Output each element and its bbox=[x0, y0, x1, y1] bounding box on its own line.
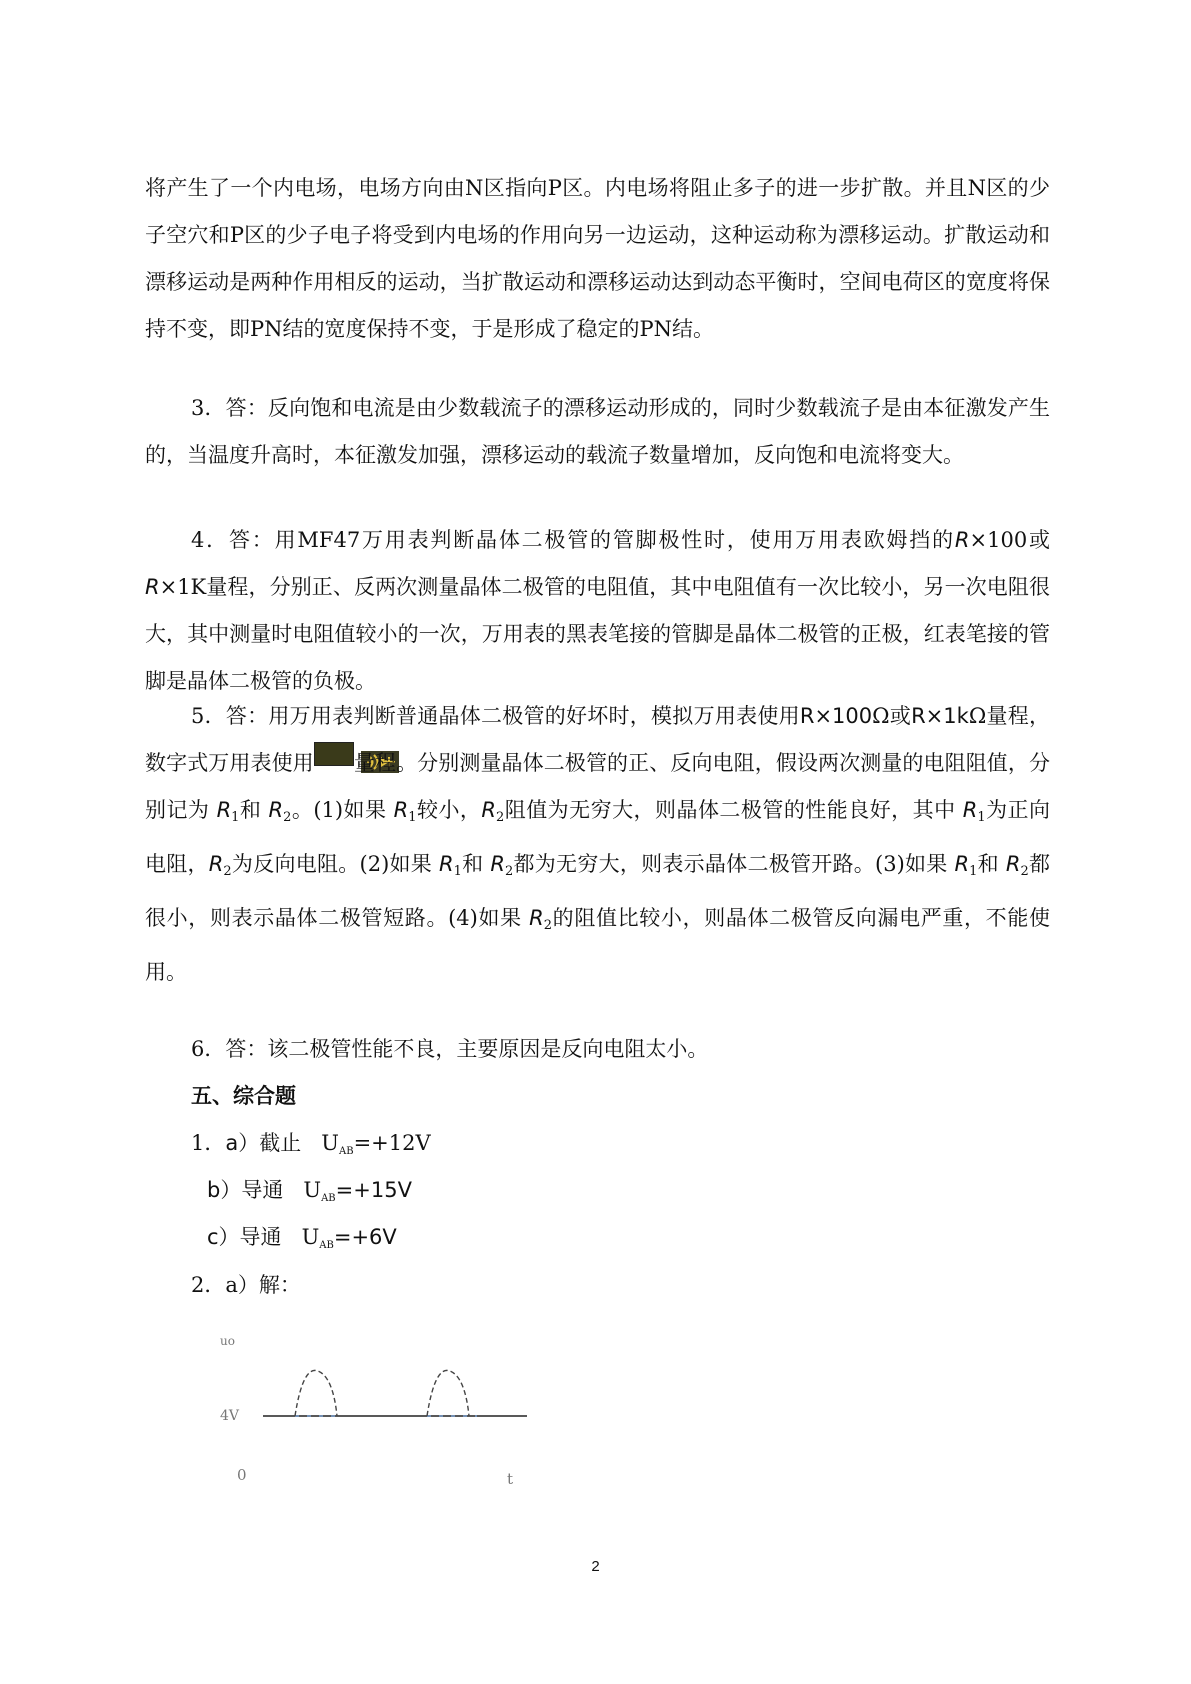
output-waveform-diagram bbox=[215, 1325, 545, 1495]
waveform-t-label: t bbox=[507, 1470, 514, 1488]
answer-2a: 2．a）解： bbox=[191, 1273, 301, 1297]
answer-6: 6．答：该二极管性能不良，主要原因是反向电阻太小。 bbox=[191, 1037, 709, 1061]
waveform-origin-label: 0 bbox=[237, 1466, 247, 1484]
answer-4: 4．答：用MF47万用表判断晶体二极管的管脚极性时，使用万用表欧姆挡的R×100或R×1K量程，分别正、反两次测量晶体二极管的电阻值，其中电阻值有一次比较小，另一次电阻很大，其中测量时电阻值较小的一次，万用表的黑表笔接的管脚是晶体二极管的正极，红表笔接的管脚是晶体二极管的负极。 bbox=[145, 528, 1050, 693]
waveform-pulse-2 bbox=[427, 1370, 469, 1416]
answer-1c: c）导通 $U_{AB}=+6V$ bbox=[207, 1225, 397, 1251]
section-heading: 五、综合题 bbox=[191, 1083, 296, 1108]
page-number: 2 bbox=[591, 1558, 600, 1575]
waveform-pulse-1 bbox=[295, 1370, 337, 1416]
waveform-y-label: uo bbox=[220, 1334, 235, 1348]
answer-3: 3．答：反向饱和电流是由少数载流子的漂移运动形成的，同时少数载流子是由本征激发产生的，当温度升高时，本征激发加强，漂移运动的载流子数量增加，反向饱和电流将变大。 bbox=[145, 396, 1050, 467]
answer-1a: 1．a）截止 $U_{AB}=+12V$ bbox=[191, 1131, 431, 1157]
answer-5: 5．答：用万用表判断普通晶体二极管的好坏时，模拟万用表使用R×100Ω或R×1kΩ量程，数字式万用表使用 量程。分别测量晶体二极管的正、反向电阻，假设两次测量的电阻阻值，分别记为 $R_1$和 $R_2$。(1)如果 $R_1$较小，$R_2$阻值为无穷大，则晶体二极管的性能良好，其中 $R_1$为正向电阻，$R_2$为反向电阻。(2)如果 $R_1$和 $R_2$都为无穷大，则表示晶体二极管开路。(3)如果 $R_1$和 $R_2$都很小，则表示晶体二极管短路。(4)如果 $R_2$的阻值比较小，则晶体二极管反向漏电严重，不能使用。 bbox=[145, 704, 1051, 984]
waveform-level-label: 4V bbox=[220, 1408, 240, 1424]
buzzer-mode-icon bbox=[314, 742, 354, 766]
paragraph-pn-junction: 将产生了一个内电场，电场方向由N区指向P区。内电场将阻止多子的进一步扩散。并且N区的少子空穴和P区的少子电子将受到内电场的作用向另一边运动，这种运动称为漂移运动。扩散运动和漂移运动是两种作用相反的运动，当扩散运动和漂移运动达到动态平衡时，空间电荷区的宽度将保持不变，即PN结的宽度保持不变，于是形成了稳定的PN结。 bbox=[145, 176, 1050, 341]
answer-1b: b）导通 $U_{AB}=+15V$ bbox=[207, 1178, 412, 1204]
